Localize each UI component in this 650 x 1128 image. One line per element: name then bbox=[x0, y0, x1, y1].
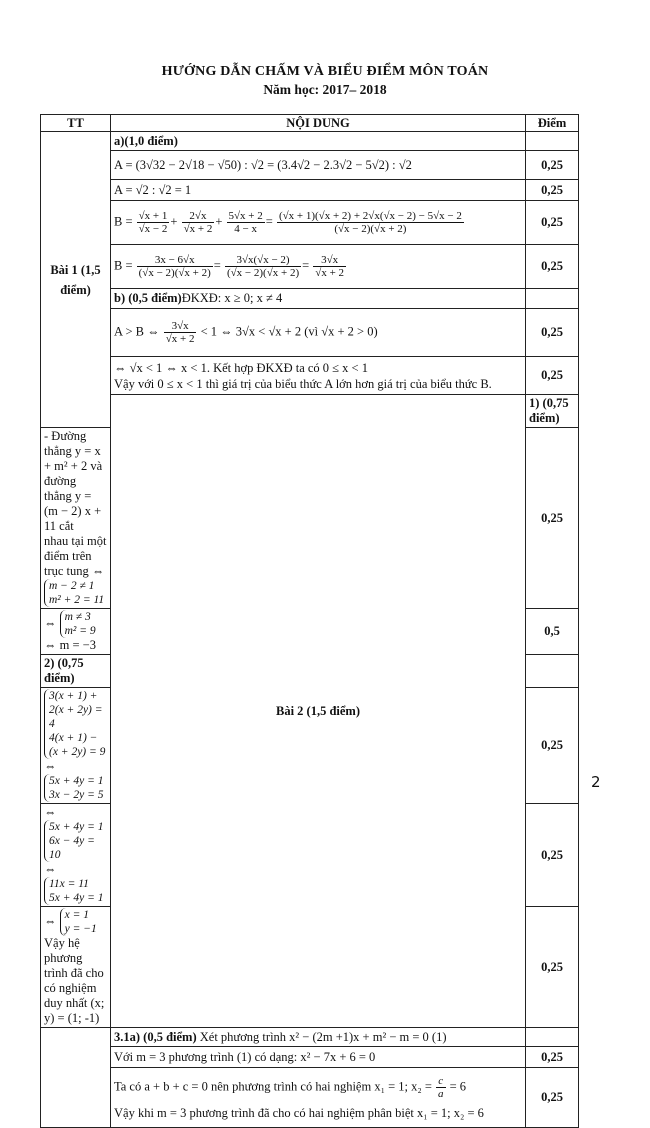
equation-system: 5x + 4y = 1 6x − 4y = 10 bbox=[44, 820, 107, 862]
bai2-part1-heading: 1) (0,75 điểm) bbox=[526, 395, 579, 428]
bai1-a-heading: a)(1,0 điểm) bbox=[111, 132, 526, 151]
fraction: $\frac{(√x + 1)(√x + 2) + 2√x(√x - 2) - 5√x - 2}{(√x - 2)(√x + 2)}$ bbox=[278, 210, 462, 235]
grading-table bbox=[40, 114, 579, 1128]
bai3-solution: Ta có a + b + c = 0 nên phương trình có hai nghiệm x₁ = 1; x₂ = $\frac{c}{a}$ = 6 Vậy khi m = 3 phương trình đã cho có hai nghiệm phân biệt x₁ = 1; x₂ = 6 bbox=[111, 1068, 526, 1128]
page-number: 2 bbox=[591, 773, 601, 791]
fraction: $\frac{2√x}{√x + 2}$ bbox=[183, 210, 213, 235]
score: 0,25 bbox=[526, 180, 579, 201]
part-label-bai2: Bài 2 (1,5 điểm) bbox=[111, 395, 526, 1028]
bai2-system-step3: ⇔ x = 1 y = −1 Vậy hệ phương trình đã cho có nghiệm duy nhất (x; y) = (1; -1) bbox=[41, 907, 111, 1028]
score: 0,25 bbox=[526, 804, 579, 907]
bai1-b-simplified: B = $\frac{3x - 6√x}{(√x - 2)(√x + 2)}$ = $\frac{3√x(√x - 2)}{(√x - 2)(√x + 2)}$ = $\frac{3√x}{√x + 2}$ bbox=[111, 245, 526, 289]
bai1-a-line1: A = (3√32 − 2√18 − √50) : √2 = (3.4√2 − 2.3√2 − 5√2) : √2 bbox=[111, 151, 526, 180]
score: 0,25 bbox=[526, 245, 579, 289]
header-content: NỘI DUNG bbox=[111, 115, 526, 132]
equation-system: x = 1 y = −1 bbox=[60, 908, 97, 936]
score: 0,25 bbox=[526, 907, 579, 1028]
fraction: $\frac{√x + 1}{√x - 2}$ bbox=[138, 210, 168, 235]
bai2-system-step2: ⇔ 5x + 4y = 1 6x − 4y = 10 ⇔ 11x = 11 5x + 4y = 1 bbox=[41, 804, 111, 907]
document-title: HƯỚNG DẪN CHẤM VÀ BIỂU ĐIỂM MÔN TOÁN bbox=[161, 64, 489, 79]
bai1-conclusion: ⇔ √x < 1 ⇔ x < 1. Kết hợp ĐKXĐ ta có 0 ≤ x < 1 Vậy với 0 ≤ x < 1 thì giá trị của biểu thức A lớn hơn giá trị của biểu thức B. bbox=[111, 357, 526, 395]
empty-score bbox=[526, 132, 579, 151]
score: 0,25 bbox=[526, 357, 579, 395]
score: 0,25 bbox=[526, 1068, 579, 1128]
empty-score bbox=[526, 1028, 579, 1047]
equation-system: 11x = 11 5x + 4y = 1 bbox=[44, 877, 103, 905]
bai3-heading: 3.1a) (0,5 điểm) Xét phương trình x² − (2m +1)x + m² − m = 0 (1) bbox=[111, 1028, 526, 1047]
part-label-bai1: Bài 1 (1,5 điểm) bbox=[41, 132, 111, 428]
school-year: Năm học: 2017– 2018 bbox=[263, 82, 387, 97]
bai3-line1: Với m = 3 phương trình (1) có dạng: x² − 7x + 6 = 0 bbox=[111, 1047, 526, 1068]
score: 0,25 bbox=[526, 1047, 579, 1068]
equation-system: 5x + 4y = 1 3x − 2y = 5 bbox=[44, 774, 103, 802]
bai2-system-step1: 3(x + 1) + 2(x + 2y) = 4 4(x + 1) − (x + 2y) = 9 ⇔ 5x + 4y = 1 3x − 2y = 5 bbox=[41, 688, 111, 804]
empty-score bbox=[526, 289, 579, 309]
bai2-part1-result: ⇔ m ≠ 3 m² = 9 ⇔ m = −3 bbox=[41, 609, 111, 655]
fraction: $\frac{3√x}{√x + 2}$ bbox=[315, 254, 345, 279]
bai1-b-heading: b) (0,5 điểm)ĐKXĐ: x ≥ 0; x ≠ 4 bbox=[111, 289, 526, 309]
bai1-inequality: A > B ⇔ $\frac{3√x}{√x + 2}$ < 1 ⇔ 3√x < √x + 2 (vì √x + 2 > 0) bbox=[111, 309, 526, 357]
fraction: $\frac{5√x + 2}{4 - x}$ bbox=[228, 210, 263, 235]
score: 0,25 bbox=[526, 688, 579, 804]
empty-score bbox=[526, 655, 579, 688]
equation-system: m − 2 ≠ 1 m² + 2 = 11 bbox=[44, 579, 104, 607]
bai2-part1-lines: - Đường thẳng y = x + m² + 2 và đường thẳng y = (m − 2) x + 11 cắt nhau tại một điểm trên trục tung ⇔ m − 2 ≠ 1 m² + 2 = 11 bbox=[41, 428, 111, 609]
score: 0,25 bbox=[526, 428, 579, 609]
fraction: $\frac{3√x(√x - 2)}{(√x - 2)(√x + 2)}$ bbox=[226, 254, 300, 279]
part-label-bai3 bbox=[41, 1028, 111, 1128]
header-tt: TT bbox=[41, 115, 111, 132]
equation-system: 3(x + 1) + 2(x + 2y) = 4 4(x + 1) − (x + 2y) = 9 bbox=[44, 689, 107, 759]
equation-system: m ≠ 3 m² = 9 bbox=[60, 610, 96, 638]
score: 0,5 bbox=[526, 609, 579, 655]
fraction: $\frac{3√x}{√x + 2}$ bbox=[165, 320, 195, 345]
bai1-b-expression: B = $\frac{√x + 1}{√x - 2}$ + $\frac{2√x}{√x + 2}$ + $\frac{5√x + 2}{4 - x}$ = $\frac{(√x + 1)(√x + 2) + 2√x(√x - 2) - 5√x - 2}{(√x - 2)(√x + 2)}$ bbox=[111, 201, 526, 245]
bai2-part2-heading: 2) (0,75 điểm) bbox=[41, 655, 111, 688]
fraction: $\frac{3x - 6√x}{(√x - 2)(√x + 2)}$ bbox=[138, 254, 211, 279]
score: 0,25 bbox=[526, 151, 579, 180]
header-score: Điểm bbox=[526, 115, 579, 132]
score: 0,25 bbox=[526, 309, 579, 357]
bai1-a-line2: A = √2 : √2 = 1 bbox=[111, 180, 526, 201]
score: 0,25 bbox=[526, 201, 579, 245]
fraction: $\frac{c}{a}$ bbox=[438, 1074, 444, 1100]
